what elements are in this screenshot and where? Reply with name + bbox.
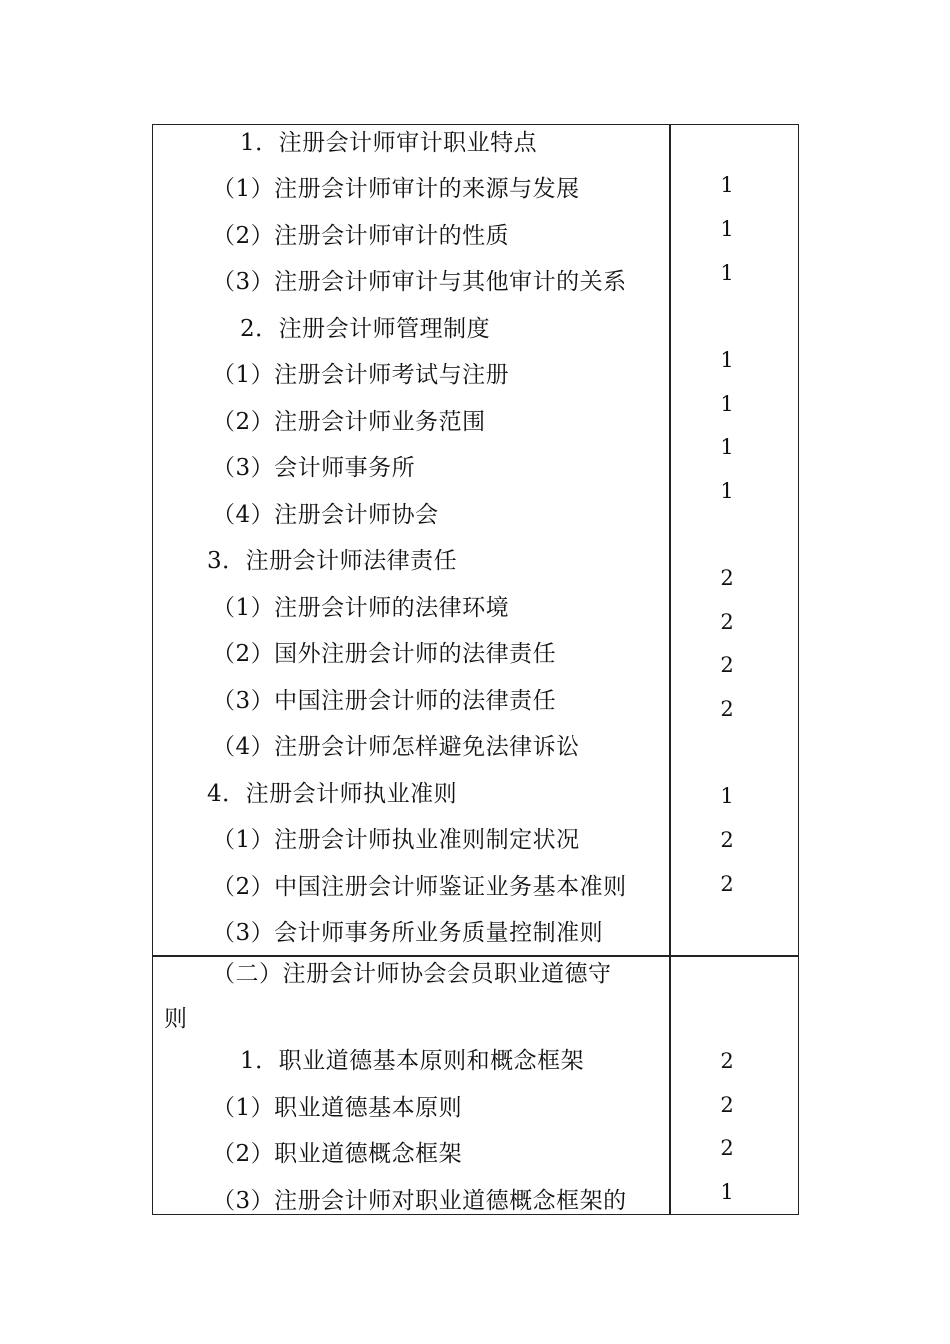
hours-value: 2: [720, 566, 734, 590]
heading-2-1: 1．职业道德基本原则和概念框架: [240, 1048, 585, 1074]
item-2-4: （4）注册会计师协会: [212, 502, 439, 528]
hours-value: 2: [720, 610, 734, 634]
heading-3: 3．注册会计师法律责任: [207, 548, 458, 574]
item-2-1: （1）注册会计师考试与注册: [212, 362, 510, 388]
hours-value: 1: [720, 217, 734, 241]
item-2-1-1: （1）职业道德基本原则: [212, 1095, 463, 1121]
item-2-1-2: （2）职业道德概念框架: [212, 1141, 463, 1167]
item-1-3: （3）注册会计师审计与其他审计的关系: [212, 269, 627, 295]
section-2-heading-cont: 则: [164, 1006, 188, 1032]
hours-value: 1: [720, 348, 734, 372]
item-1-1: （1）注册会计师审计的来源与发展: [212, 176, 580, 202]
item-2-1-3: （3）注册会计师对职业道德概念框架的: [212, 1188, 627, 1214]
item-4-2: （2）中国注册会计师鉴证业务基本准则: [212, 874, 627, 900]
hours-value: 2: [720, 1136, 734, 1160]
hours-value: 1: [720, 1180, 734, 1204]
item-4-1: （1）注册会计师执业准则制定状况: [212, 827, 580, 853]
heading-1: 1．注册会计师审计职业特点: [240, 130, 538, 156]
item-3-1: （1）注册会计师的法律环境: [212, 595, 510, 621]
hours-value: 1: [720, 784, 734, 808]
hours-value: 1: [720, 479, 734, 503]
item-2-2: （2）注册会计师业务范围: [212, 409, 486, 435]
item-3-2: （2）国外注册会计师的法律责任: [212, 641, 557, 667]
heading-2: 2．注册会计师管理制度: [240, 316, 491, 342]
section-2-heading: （二）注册会计师协会会员职业道德守: [212, 961, 612, 987]
hours-value: 2: [720, 697, 734, 721]
row-divider: [152, 955, 799, 957]
hours-value: 1: [720, 392, 734, 416]
heading-4: 4．注册会计师执业准则: [207, 781, 458, 807]
hours-value: 2: [720, 1049, 734, 1073]
item-1-2: （2）注册会计师审计的性质: [212, 223, 510, 249]
hours-value: 2: [720, 872, 734, 896]
item-3-4: （4）注册会计师怎样避免法律诉讼: [212, 734, 580, 760]
column-divider: [669, 124, 671, 1215]
hours-value: 2: [720, 1093, 734, 1117]
hours-value: 2: [720, 653, 734, 677]
hours-value: 1: [720, 261, 734, 285]
hours-value: 1: [720, 173, 734, 197]
item-3-3: （3）中国注册会计师的法律责任: [212, 688, 557, 714]
item-4-3: （3）会计师事务所业务质量控制准则: [212, 920, 604, 946]
hours-value: 1: [720, 435, 734, 459]
item-2-3: （3）会计师事务所: [212, 455, 416, 481]
hours-value: 2: [720, 828, 734, 852]
